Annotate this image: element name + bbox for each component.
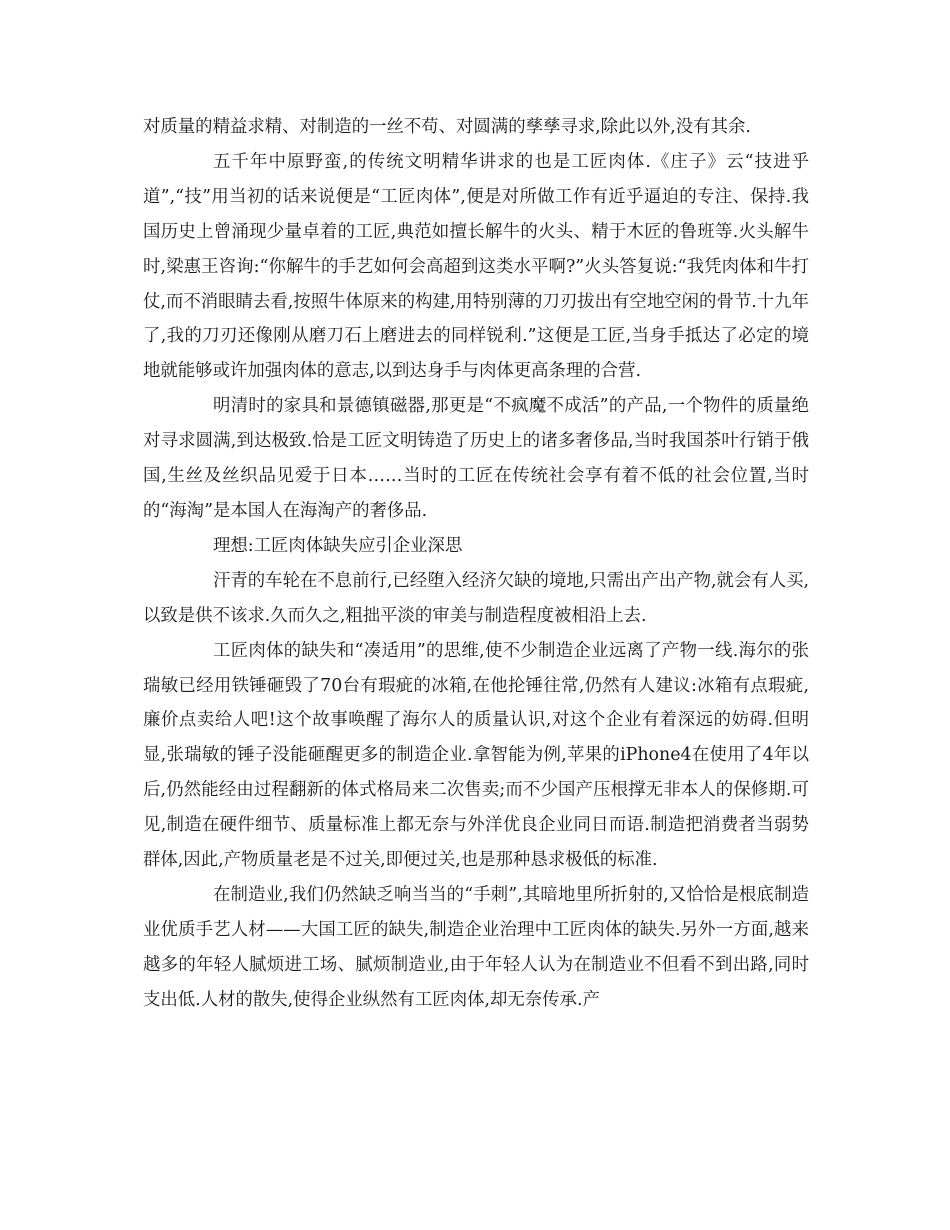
paragraph-continued: 对质量的精益求精、对制造的一丝不苟、对圆满的孳孳寻求,除此以外,没有其余.: [143, 117, 751, 137]
paragraph-ming-qing: 明清时的家具和景德镇磁器,那更是“不疯魔不成活”的产品,一个物件的质量绝对寻求圆满,到达极致.恰是工匠文明铸造了历史上的诸多奢侈品,当时我国茶叶行销于俄国,生丝及丝织品见爱于日本……当时的工匠在传统社会享有着不低的社会位置,当时的“海淘”是本国人在海淘产的奢侈品.: [143, 396, 809, 521]
paragraph-history-wheel: 汗青的车轮在不息前行,已经堕入经济欠缺的境地,只需出产出产物,就会有人买,以致是供不该求.久而久之,粗拙平淡的审美与制造程度被相沿上去.: [143, 570, 810, 626]
document-page: [143, 110, 809, 1018]
paragraph-manufacturing: 在制造业,我们仍然缺乏响当当的“手刺”,其暗地里所折射的,又恰恰是根底制造业优质手艺人材——大国工匠的缺失,制造企业治理中工匠肉体的缺失.另外一方面,越来越多的年轻人腻烦进工场、腻烦制造业,由于年轻人认为在制造业不但看不到出路,同时支出低.人材的散失,使得企业纵然有工匠肉体,却无奈传承.产: [143, 884, 809, 1010]
paragraph-haier: 工匠肉体的缺失和“凑适用”的思维,使不少制造企业远离了产物一线.海尔的张瑞敏已经用铁锤砸毁了70台有瑕疵的冰箱,在他抡锤往常,仍然有人建议:冰箱有点瑕疵,廉价点卖给人吧!这个故事唤醒了海尔人的质量认识,对这个企业有着深远的妨碍.但明显,张瑞敏的锤子没能砸醒更多的制造企业.拿智能为例,苹果的iPhone4在使用了4年以后,仍然能经由过程翻新的体式格局来二次售卖;而不少国产压根撑无非本人的保修期.可见,制造在硬件细节、质量标准上都无奈与外洋优良企业同日而语.制造把消费者当弱势群体,因此,产物质量老是不过关,即便过关,也是那种恳求极低的标准.: [143, 640, 809, 871]
paragraph-tradition: 五千年中原野蛮,的传统文明精华讲求的也是工匠肉体.《庄子》云“技进乎道”,“技”用当初的话来说便是“工匠肉体”,便是对所做工作有近乎逼迫的专注、保持.我国历史上曾涌现少量卓着的工匠,典范如擅长解牛的火头、精于木匠的鲁班等.火头解牛时,梁惠王咨询:“你解牛的手艺如何会高超到这类水平啊?”火头答复说:“我凭肉体和牛打仗,而不消眼睛去看,按照牛体原来的构建,用特别薄的刀刃拔出有空地空闲的骨节.十九年了,我的刀刃还像刚从磨刀石上磨进去的同样锐利.”这便是工匠,当身手抵达了必定的境地就能够或许加强肉体的意志,以到达身手与肉体更高条理的合营.: [143, 151, 809, 382]
section-heading: 理想:工匠肉体缺失应引企业深思: [213, 535, 463, 556]
